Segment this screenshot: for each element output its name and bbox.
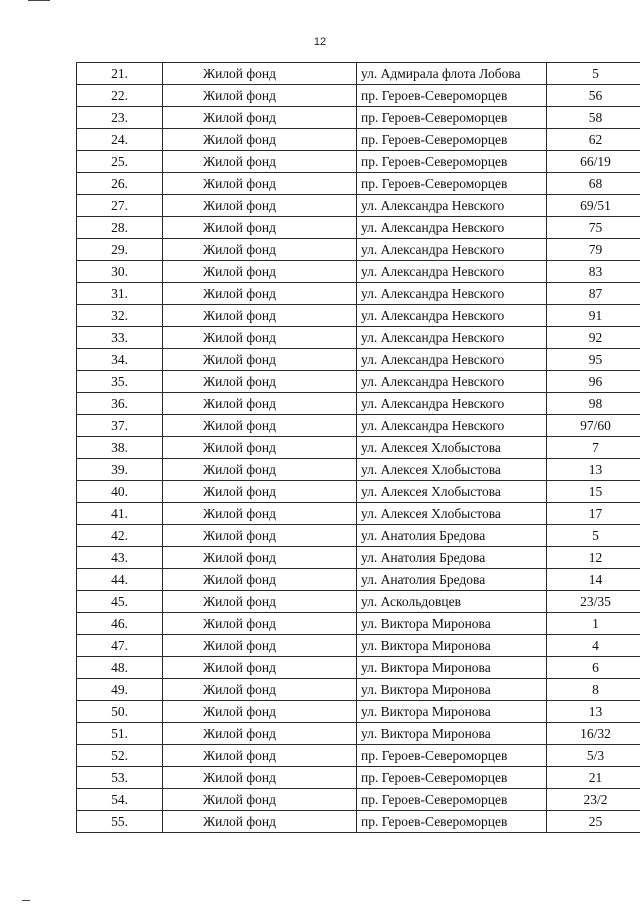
object-type-cell: Жилой фонд [163, 613, 357, 635]
object-type-cell: Жилой фонд [163, 107, 357, 129]
table-row [77, 701, 640, 723]
house-number-cell: 5 [547, 63, 640, 85]
row-number-cell: 39. [77, 459, 163, 481]
object-type-cell: Жилой фонд [163, 283, 357, 305]
row-number-cell: 30. [77, 261, 163, 283]
table-row [77, 349, 640, 371]
object-type-cell: Жилой фонд [163, 261, 357, 283]
object-type-cell: Жилой фонд [163, 371, 357, 393]
object-type-cell: Жилой фонд [163, 525, 357, 547]
object-type-cell: Жилой фонд [163, 129, 357, 151]
row-number-cell: 54. [77, 789, 163, 811]
house-number-cell: 7 [547, 437, 640, 459]
house-number-cell: 56 [547, 85, 640, 107]
row-number-cell: 21. [77, 63, 163, 85]
table-row [77, 503, 640, 525]
object-type-cell: Жилой фонд [163, 459, 357, 481]
table-row [77, 239, 640, 261]
house-number-cell: 13 [547, 459, 640, 481]
row-number-cell: 40. [77, 481, 163, 503]
row-number-cell: 48. [77, 657, 163, 679]
house-number-cell: 21 [547, 767, 640, 789]
street-cell: пр. Героев-Североморцев [357, 107, 547, 129]
table-row [77, 591, 640, 613]
scan-edge-mark-top [28, 0, 50, 1]
object-type-cell: Жилой фонд [163, 767, 357, 789]
object-type-cell: Жилой фонд [163, 393, 357, 415]
house-number-cell: 5 [547, 525, 640, 547]
object-type-cell: Жилой фонд [163, 217, 357, 239]
row-number-cell: 26. [77, 173, 163, 195]
street-cell: ул. Анатолия Бредова [357, 525, 547, 547]
street-cell: ул. Алексея Хлобыстова [357, 437, 547, 459]
row-number-cell: 38. [77, 437, 163, 459]
row-number-cell: 37. [77, 415, 163, 437]
table-row [77, 305, 640, 327]
house-number-cell: 79 [547, 239, 640, 261]
street-cell: ул. Виктора Миронова [357, 679, 547, 701]
object-type-cell: Жилой фонд [163, 239, 357, 261]
house-number-cell: 69/51 [547, 195, 640, 217]
object-type-cell: Жилой фонд [163, 569, 357, 591]
street-cell: пр. Героев-Североморцев [357, 129, 547, 151]
object-type-cell: Жилой фонд [163, 701, 357, 723]
row-number-cell: 22. [77, 85, 163, 107]
house-number-cell: 6 [547, 657, 640, 679]
row-number-cell: 44. [77, 569, 163, 591]
house-number-cell: 14 [547, 569, 640, 591]
street-cell: пр. Героев-Североморцев [357, 85, 547, 107]
housing-stock-table [76, 62, 640, 833]
table-row [77, 195, 640, 217]
street-cell: пр. Героев-Североморцев [357, 151, 547, 173]
row-number-cell: 41. [77, 503, 163, 525]
row-number-cell: 23. [77, 107, 163, 129]
house-number-cell: 62 [547, 129, 640, 151]
table-row [77, 613, 640, 635]
row-number-cell: 27. [77, 195, 163, 217]
table-row [77, 657, 640, 679]
street-cell: ул. Александра Невского [357, 415, 547, 437]
table-row [77, 327, 640, 349]
street-cell: ул. Аскольдовцев [357, 591, 547, 613]
house-number-cell: 16/32 [547, 723, 640, 745]
street-cell: ул. Адмирала флота Лобова [357, 63, 547, 85]
object-type-cell: Жилой фонд [163, 811, 357, 833]
street-cell: ул. Алексея Хлобыстова [357, 481, 547, 503]
table-row [77, 459, 640, 481]
row-number-cell: 34. [77, 349, 163, 371]
table-body [77, 63, 640, 833]
row-number-cell: 50. [77, 701, 163, 723]
object-type-cell: Жилой фонд [163, 305, 357, 327]
street-cell: ул. Александра Невского [357, 393, 547, 415]
row-number-cell: 42. [77, 525, 163, 547]
street-cell: пр. Героев-Североморцев [357, 789, 547, 811]
object-type-cell: Жилой фонд [163, 481, 357, 503]
street-cell: ул. Александра Невского [357, 283, 547, 305]
table-row [77, 437, 640, 459]
object-type-cell: Жилой фонд [163, 415, 357, 437]
street-cell: ул. Александра Невского [357, 261, 547, 283]
object-type-cell: Жилой фонд [163, 437, 357, 459]
row-number-cell: 35. [77, 371, 163, 393]
object-type-cell: Жилой фонд [163, 327, 357, 349]
table-row [77, 547, 640, 569]
house-number-cell: 92 [547, 327, 640, 349]
row-number-cell: 24. [77, 129, 163, 151]
house-number-cell: 75 [547, 217, 640, 239]
street-cell: ул. Виктора Миронова [357, 723, 547, 745]
table-row [77, 151, 640, 173]
row-number-cell: 55. [77, 811, 163, 833]
house-number-cell: 1 [547, 613, 640, 635]
object-type-cell: Жилой фонд [163, 745, 357, 767]
street-cell: ул. Александра Невского [357, 305, 547, 327]
street-cell: ул. Виктора Миронова [357, 701, 547, 723]
table-row [77, 393, 640, 415]
table-row [77, 129, 640, 151]
table-row [77, 745, 640, 767]
object-type-cell: Жилой фонд [163, 789, 357, 811]
object-type-cell: Жилой фонд [163, 173, 357, 195]
house-number-cell: 58 [547, 107, 640, 129]
object-type-cell: Жилой фонд [163, 723, 357, 745]
street-cell: ул. Виктора Миронова [357, 613, 547, 635]
row-number-cell: 29. [77, 239, 163, 261]
object-type-cell: Жилой фонд [163, 503, 357, 525]
house-number-cell: 17 [547, 503, 640, 525]
table-row [77, 789, 640, 811]
house-number-cell: 68 [547, 173, 640, 195]
object-type-cell: Жилой фонд [163, 679, 357, 701]
house-number-cell: 4 [547, 635, 640, 657]
house-number-cell: 83 [547, 261, 640, 283]
table-row [77, 635, 640, 657]
row-number-cell: 43. [77, 547, 163, 569]
house-number-cell: 23/2 [547, 789, 640, 811]
object-type-cell: Жилой фонд [163, 63, 357, 85]
row-number-cell: 49. [77, 679, 163, 701]
object-type-cell: Жилой фонд [163, 657, 357, 679]
row-number-cell: 52. [77, 745, 163, 767]
street-cell: ул. Анатолия Бредова [357, 569, 547, 591]
street-cell: ул. Александра Невского [357, 349, 547, 371]
house-number-cell: 25 [547, 811, 640, 833]
street-cell: пр. Героев-Североморцев [357, 767, 547, 789]
table-row [77, 107, 640, 129]
table-row [77, 569, 640, 591]
street-cell: ул. Александра Невского [357, 195, 547, 217]
house-number-cell: 12 [547, 547, 640, 569]
page-number: 12 [313, 36, 327, 48]
street-cell: пр. Героев-Североморцев [357, 811, 547, 833]
street-cell: ул. Александра Невского [357, 217, 547, 239]
table-row [77, 525, 640, 547]
row-number-cell: 32. [77, 305, 163, 327]
row-number-cell: 31. [77, 283, 163, 305]
house-number-cell: 66/19 [547, 151, 640, 173]
table-row [77, 283, 640, 305]
table-row [77, 261, 640, 283]
row-number-cell: 45. [77, 591, 163, 613]
street-cell: ул. Анатолия Бредова [357, 547, 547, 569]
row-number-cell: 33. [77, 327, 163, 349]
house-number-cell: 98 [547, 393, 640, 415]
house-number-cell: 95 [547, 349, 640, 371]
table-row [77, 767, 640, 789]
street-cell: ул. Александра Невского [357, 327, 547, 349]
scan-edge-mark-bottom [22, 900, 30, 901]
table-row [77, 63, 640, 85]
object-type-cell: Жилой фонд [163, 151, 357, 173]
row-number-cell: 36. [77, 393, 163, 415]
table-row [77, 811, 640, 833]
table-row [77, 723, 640, 745]
table-row [77, 481, 640, 503]
house-number-cell: 13 [547, 701, 640, 723]
object-type-cell: Жилой фонд [163, 591, 357, 613]
house-number-cell: 91 [547, 305, 640, 327]
street-cell: пр. Героев-Североморцев [357, 173, 547, 195]
table-row [77, 217, 640, 239]
row-number-cell: 25. [77, 151, 163, 173]
street-cell: ул. Александра Невского [357, 371, 547, 393]
table-row [77, 371, 640, 393]
object-type-cell: Жилой фонд [163, 349, 357, 371]
house-number-cell: 97/60 [547, 415, 640, 437]
house-number-cell: 23/35 [547, 591, 640, 613]
table-row [77, 85, 640, 107]
object-type-cell: Жилой фонд [163, 195, 357, 217]
row-number-cell: 51. [77, 723, 163, 745]
house-number-cell: 96 [547, 371, 640, 393]
table-row [77, 679, 640, 701]
table-row [77, 173, 640, 195]
row-number-cell: 46. [77, 613, 163, 635]
street-cell: ул. Виктора Миронова [357, 657, 547, 679]
object-type-cell: Жилой фонд [163, 547, 357, 569]
house-number-cell: 8 [547, 679, 640, 701]
house-number-cell: 5/3 [547, 745, 640, 767]
street-cell: ул. Алексея Хлобыстова [357, 459, 547, 481]
street-cell: ул. Александра Невского [357, 239, 547, 261]
street-cell: ул. Виктора Миронова [357, 635, 547, 657]
object-type-cell: Жилой фонд [163, 85, 357, 107]
house-number-cell: 15 [547, 481, 640, 503]
table-row [77, 415, 640, 437]
row-number-cell: 47. [77, 635, 163, 657]
house-number-cell: 87 [547, 283, 640, 305]
street-cell: ул. Алексея Хлобыстова [357, 503, 547, 525]
object-type-cell: Жилой фонд [163, 635, 357, 657]
row-number-cell: 53. [77, 767, 163, 789]
row-number-cell: 28. [77, 217, 163, 239]
street-cell: пр. Героев-Североморцев [357, 745, 547, 767]
